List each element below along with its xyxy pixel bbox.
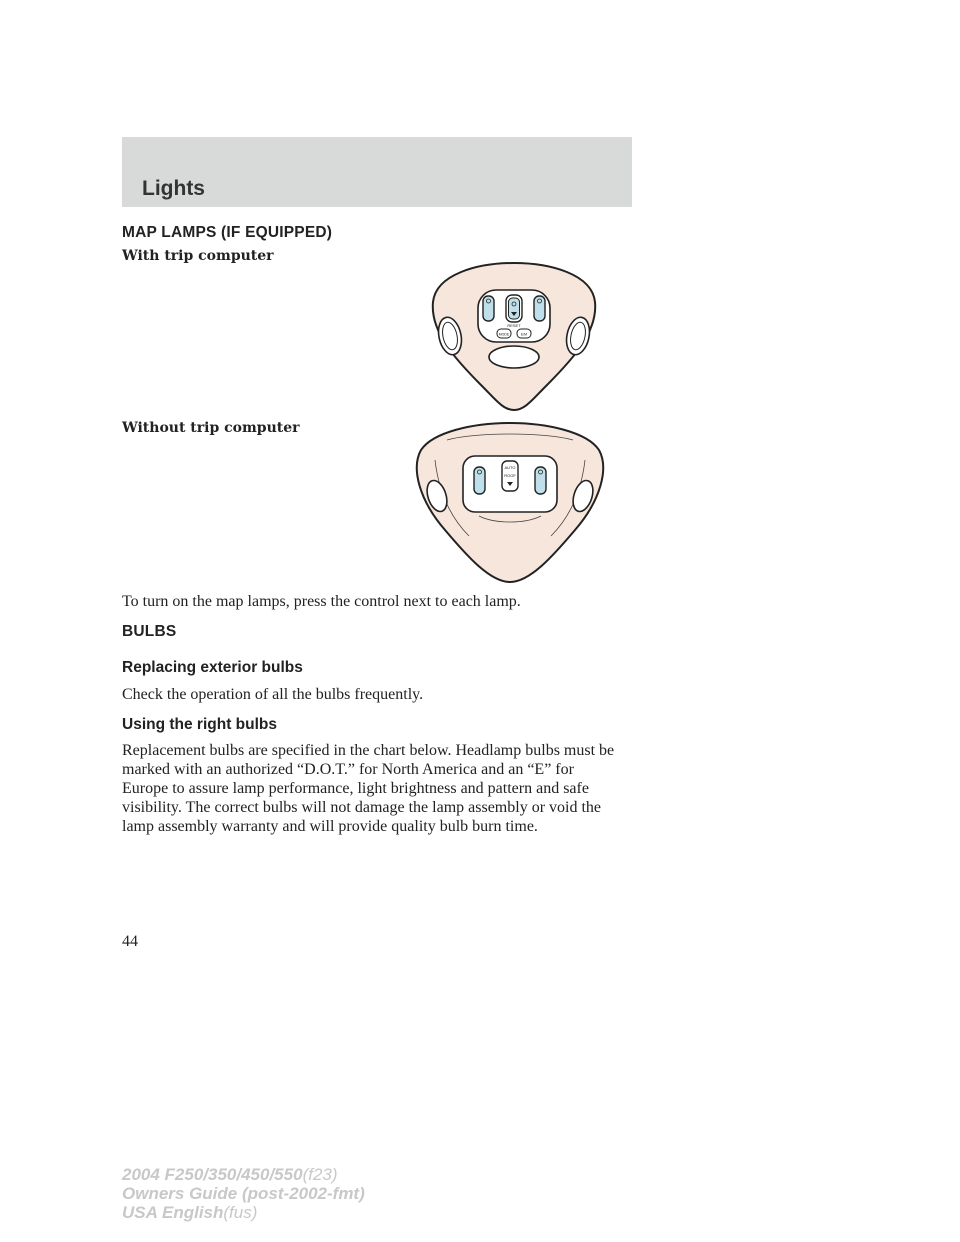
map-lamp-with-trip-computer-figure [430, 260, 598, 415]
document-footer [122, 1165, 365, 1222]
footer-guide: Owners Guide (post-2002-fmt) [122, 1184, 365, 1203]
auto-label: AUTO [504, 465, 516, 470]
map-lamp-without-trip-computer-figure [415, 420, 605, 585]
right-bulbs-text: Replacement bulbs are specified in the chart below. Headlamp bulbs must be marked with an authorized “D.O.T.” for North America and an “E” for Europe to assure lamp performance, light brightness and pattern and safe visibility. The correct bulbs will not damage the lamp assembly or void the lamp assembly warranty and will provide quality bulb burn time. [122, 742, 615, 835]
unit-label: E/M [520, 332, 528, 337]
footer-line-model [122, 1165, 365, 1184]
mode-label: MODE [498, 332, 510, 337]
heading-bulbs: BULBS [122, 623, 177, 640]
footer-language: USA English [122, 1203, 224, 1222]
section-header-band [122, 137, 632, 207]
roof-label: ROOF [504, 473, 516, 478]
footer-line-language [122, 1203, 365, 1222]
label-without-trip-computer: Without trip computer [122, 420, 300, 436]
reset-label: RESET [507, 323, 521, 328]
subheading-replacing-exterior-bulbs: Replacing exterior bulbs [122, 659, 303, 676]
footer-model: 2004 F250/350/450/550 [122, 1165, 303, 1184]
replacing-bulbs-text: Check the operation of all the bulbs frequently. [122, 686, 424, 703]
footer-language-code: (fus) [223, 1203, 258, 1222]
label-with-trip-computer: With trip computer [122, 248, 274, 264]
heading-map-lamps: MAP LAMPS (IF EQUIPPED) [122, 224, 333, 241]
subheading-using-right-bulbs: Using the right bulbs [122, 716, 277, 733]
map-lamps-instruction: To turn on the map lamps, press the control next to each lamp. [122, 593, 521, 610]
section-title: Lights [142, 177, 205, 200]
footer-model-code: (f23) [302, 1165, 338, 1184]
page-number: 44 [122, 933, 138, 950]
